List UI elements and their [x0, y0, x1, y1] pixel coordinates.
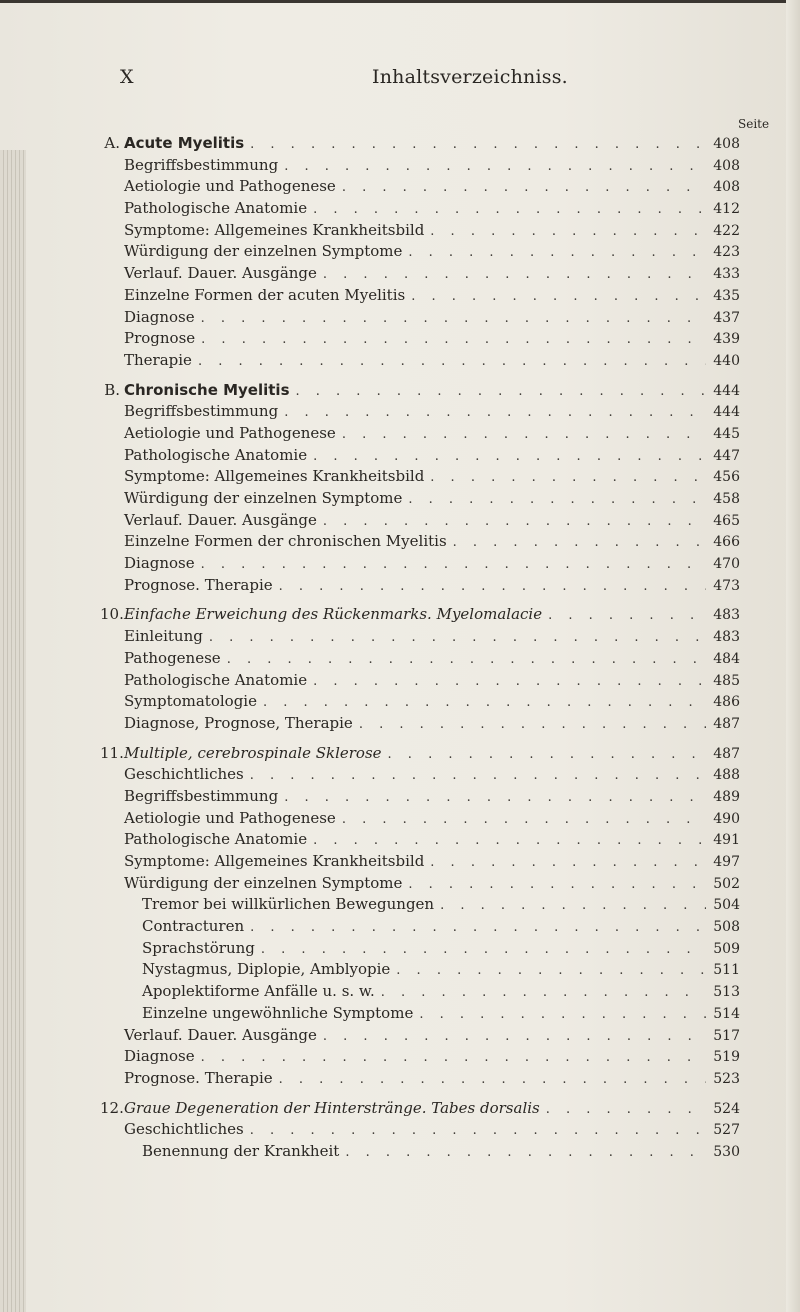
entry-label: Verlauf. Dauer. Ausgänge	[124, 510, 317, 529]
toc-section	[100, 1099, 740, 1164]
leader-dots	[440, 898, 706, 913]
entry-label: Diagnose	[124, 1047, 195, 1066]
section-number: B.	[104, 380, 120, 399]
leader-dots	[279, 1072, 706, 1087]
leader-dots	[198, 354, 706, 369]
entry-label: Contracturen	[142, 917, 245, 936]
page-number: 422	[713, 222, 740, 239]
toc-section	[100, 605, 740, 735]
page-number: 473	[713, 577, 740, 594]
page-number: 458	[713, 491, 740, 507]
leader-dots	[323, 514, 706, 529]
page-number: 487	[713, 715, 740, 732]
page-number: 483	[713, 607, 740, 624]
entry-label: Geschichtliches	[124, 765, 244, 784]
leader-dots	[323, 1029, 706, 1044]
toc-entry[interactable]	[100, 177, 740, 199]
toc-section	[100, 134, 740, 373]
seite-label: Seite	[738, 117, 770, 131]
toc-entry[interactable]	[100, 917, 740, 939]
leader-dots	[381, 985, 706, 1000]
page-number: 497	[713, 854, 740, 870]
leader-dots	[408, 245, 706, 260]
entry-label: Diagnose, Prognose, Therapie	[124, 713, 353, 732]
toc-entry[interactable]	[100, 627, 740, 649]
page-number: 508	[713, 919, 740, 936]
page-number: 445	[713, 425, 740, 442]
toc-entry[interactable]	[100, 809, 740, 831]
page-number: 408	[713, 157, 740, 174]
page-number: 523	[713, 1070, 740, 1087]
page-number: 447	[713, 447, 740, 464]
page-number: 488	[713, 767, 740, 784]
page-edge-right	[786, 0, 800, 1312]
page-number: 435	[713, 287, 740, 304]
entry-label: Würdigung der einzelnen Symptome	[124, 873, 403, 892]
leader-dots	[453, 535, 706, 550]
leader-dots	[279, 579, 706, 594]
entry-label: Würdigung der einzelnen Symptome	[124, 242, 403, 261]
page-number: 465	[713, 512, 740, 529]
header-page-number: X	[120, 66, 134, 88]
section-number: 11.	[100, 743, 124, 762]
section-title: Acute Myelitis	[124, 134, 245, 152]
toc-entry[interactable]	[100, 874, 740, 896]
entry-label: Sprachstörung	[142, 938, 255, 957]
leader-dots	[419, 1007, 706, 1022]
toc-entry[interactable]	[100, 489, 740, 511]
leader-dots	[250, 137, 706, 152]
page-number: 408	[713, 136, 740, 152]
section-number: 12.	[100, 1098, 124, 1117]
page-number: 514	[713, 1005, 740, 1022]
leader-dots	[323, 267, 706, 282]
toc-section	[100, 744, 740, 1091]
toc-entry[interactable]	[100, 1142, 740, 1164]
leader-dots	[342, 812, 706, 827]
page-number: 456	[713, 469, 740, 486]
leader-dots	[546, 1102, 706, 1117]
entry-label: Diagnose	[124, 554, 195, 573]
leader-dots	[388, 747, 706, 762]
toc-entry[interactable]	[100, 351, 740, 373]
toc-entry[interactable]	[100, 852, 740, 874]
leader-dots	[250, 1123, 706, 1138]
toc-entry[interactable]	[100, 264, 740, 286]
leader-dots	[342, 427, 706, 442]
page-number: 491	[713, 832, 740, 849]
toc-entry[interactable]	[100, 960, 740, 982]
page-number: 489	[713, 788, 740, 805]
entry-label: Symptome: Allgemeines Krankheitsbild	[124, 467, 425, 486]
toc-entry[interactable]	[100, 939, 740, 961]
toc-section-title-row[interactable]	[100, 381, 740, 403]
entry-label: Einleitung	[124, 627, 203, 646]
toc-entry[interactable]	[100, 787, 740, 809]
page-number: 412	[713, 201, 740, 218]
top-rule	[0, 0, 800, 3]
toc-section-title-row[interactable]	[100, 1099, 740, 1121]
leader-dots	[263, 695, 706, 710]
entry-label: Therapie	[124, 350, 192, 369]
toc-entry[interactable]	[100, 1004, 740, 1026]
leader-dots	[313, 449, 706, 464]
entry-label: Prognose	[124, 329, 196, 348]
section-title: Graue Degeneration der Hinterstränge. Tabes dorsalis	[124, 1098, 540, 1117]
section-title: Multiple, cerebrospinale Sklerose	[124, 743, 382, 762]
toc-entry[interactable]	[100, 221, 740, 243]
section-title: Einfache Erweichung des Rückenmarks. Myelomalacie	[124, 605, 543, 624]
leader-dots	[250, 920, 706, 935]
page-number: 513	[713, 984, 740, 1001]
entry-label: Apoplektiforme Anfälle u. s. w.	[142, 982, 375, 1001]
page-number: 524	[713, 1100, 740, 1117]
header-title: Inhaltsverzeichniss.	[372, 66, 568, 88]
leader-dots	[227, 652, 706, 667]
page-number: 439	[713, 331, 740, 348]
leader-dots	[296, 384, 706, 399]
leader-dots	[261, 942, 706, 957]
toc-entry[interactable]	[100, 576, 740, 598]
leader-dots	[411, 289, 706, 304]
entry-label: Pathologische Anatomie	[124, 830, 308, 849]
page-number: 423	[713, 244, 740, 261]
leader-dots	[313, 202, 706, 217]
page-number: 470	[713, 556, 740, 573]
entry-label: Einzelne Formen der acuten Myelitis	[124, 285, 406, 304]
section-number: 10.	[100, 605, 124, 624]
leader-dots	[345, 1145, 706, 1160]
entry-label: Einzelne Formen der chronischen Myelitis	[124, 532, 447, 551]
leader-dots	[201, 557, 706, 572]
toc-entry[interactable]	[100, 1069, 740, 1091]
page-number: 408	[713, 179, 740, 196]
entry-label: Würdigung der einzelnen Symptome	[124, 489, 403, 507]
leader-dots	[430, 470, 706, 485]
page-number: 444	[713, 382, 740, 399]
entry-label: Prognose. Therapie	[124, 1068, 273, 1087]
toc-entry[interactable]	[100, 329, 740, 351]
page-number: 437	[713, 309, 740, 326]
toc-entry[interactable]	[100, 982, 740, 1004]
page-number: 444	[713, 404, 740, 421]
leader-dots	[313, 674, 706, 689]
entry-label: Symptome: Allgemeines Krankheitsbild	[124, 852, 425, 870]
entry-label: Symptomatologie	[124, 692, 257, 711]
page-number: 487	[713, 745, 740, 762]
entry-label: Prognose. Therapie	[124, 575, 273, 594]
toc-section	[100, 381, 740, 598]
page-number: 511	[713, 962, 740, 979]
table-of-contents	[100, 134, 740, 1172]
page-number: 433	[713, 266, 740, 283]
leader-dots	[359, 717, 706, 732]
toc-entry[interactable]	[100, 156, 740, 178]
page-number: 527	[713, 1122, 740, 1139]
toc-entry[interactable]	[100, 671, 740, 693]
page-number: 440	[713, 352, 740, 369]
entry-label: Pathogenese	[124, 648, 221, 667]
entry-label: Einzelne ungewöhnliche Symptome	[142, 1003, 414, 1022]
toc-entry[interactable]	[100, 242, 740, 264]
toc-entry[interactable]	[100, 402, 740, 424]
entry-label: Geschichtliches	[124, 1120, 244, 1139]
toc-entry[interactable]	[100, 1047, 740, 1069]
toc-entry[interactable]	[100, 511, 740, 533]
leader-dots	[284, 159, 706, 174]
entry-label: Pathologische Anatomie	[124, 445, 308, 464]
page-number: 502	[713, 875, 740, 892]
page-number: 509	[713, 940, 740, 957]
page-number: 530	[713, 1143, 740, 1160]
toc-entry[interactable]	[100, 286, 740, 308]
entry-label: Pathologische Anatomie	[124, 199, 308, 218]
entry-label: Begriffsbestimmung	[124, 786, 279, 805]
page-number: 519	[713, 1049, 740, 1066]
page-number: 504	[713, 897, 740, 914]
toc-entry[interactable]	[100, 765, 740, 787]
toc-entry[interactable]	[100, 692, 740, 714]
toc-entry[interactable]	[100, 467, 740, 489]
entry-label: Diagnose	[124, 307, 195, 326]
leader-dots	[250, 768, 706, 783]
leader-dots	[396, 963, 706, 978]
leader-dots	[201, 332, 706, 347]
entry-label: Aetiologie und Pathogenese	[124, 177, 336, 196]
toc-entry[interactable]	[100, 308, 740, 330]
leader-dots	[408, 492, 706, 507]
section-number: A.	[104, 134, 120, 152]
toc-section-title-row[interactable]	[100, 744, 740, 766]
toc-entry[interactable]	[100, 714, 740, 736]
toc-entry[interactable]	[100, 830, 740, 852]
toc-entry[interactable]	[100, 199, 740, 221]
entry-label: Pathologische Anatomie	[124, 670, 308, 689]
toc-section-title-row[interactable]	[100, 605, 740, 627]
leader-dots	[313, 833, 706, 848]
page-number: 466	[713, 534, 740, 551]
entry-label: Verlauf. Dauer. Ausgänge	[124, 264, 317, 283]
entry-label: Aetiologie und Pathogenese	[124, 808, 336, 827]
entry-label: Begriffsbestimmung	[124, 155, 279, 174]
leader-dots	[430, 224, 706, 239]
entry-label: Tremor bei willkürlichen Bewegungen	[142, 895, 435, 914]
leader-dots	[342, 180, 706, 195]
leader-dots	[284, 790, 706, 805]
toc-entry[interactable]	[100, 1120, 740, 1142]
toc-section-title-row[interactable]	[100, 134, 740, 156]
page-number: 486	[713, 694, 740, 711]
leader-dots	[201, 311, 706, 326]
page-number: 483	[713, 629, 740, 646]
entry-label: Begriffsbestimmung	[124, 402, 279, 421]
section-title: Chronische Myelitis	[124, 380, 290, 399]
toc-entry[interactable]	[100, 532, 740, 554]
leader-dots	[209, 630, 706, 645]
toc-entry[interactable]	[100, 895, 740, 917]
toc-entry[interactable]	[100, 446, 740, 468]
leader-dots	[430, 855, 706, 870]
entry-label: Aetiologie und Pathogenese	[124, 423, 336, 442]
toc-entry[interactable]	[100, 1026, 740, 1048]
page-number: 490	[713, 810, 740, 827]
entry-label: Nystagmus, Diplopie, Amblyopie	[142, 960, 391, 979]
leader-dots	[284, 405, 706, 420]
entry-label: Verlauf. Dauer. Ausgänge	[124, 1025, 317, 1044]
running-header	[120, 66, 720, 96]
page-number: 484	[713, 650, 740, 667]
page-number: 517	[713, 1027, 740, 1044]
toc-entry[interactable]	[100, 649, 740, 671]
leader-dots	[408, 877, 706, 892]
leader-dots	[548, 608, 706, 623]
page-edges-left	[0, 150, 26, 1312]
toc-entry[interactable]	[100, 554, 740, 576]
leader-dots	[201, 1050, 706, 1065]
entry-label: Symptome: Allgemeines Krankheitsbild	[124, 220, 425, 239]
entry-label: Benennung der Krankheit	[142, 1141, 340, 1160]
page-number: 485	[713, 672, 740, 689]
toc-entry[interactable]	[100, 424, 740, 446]
